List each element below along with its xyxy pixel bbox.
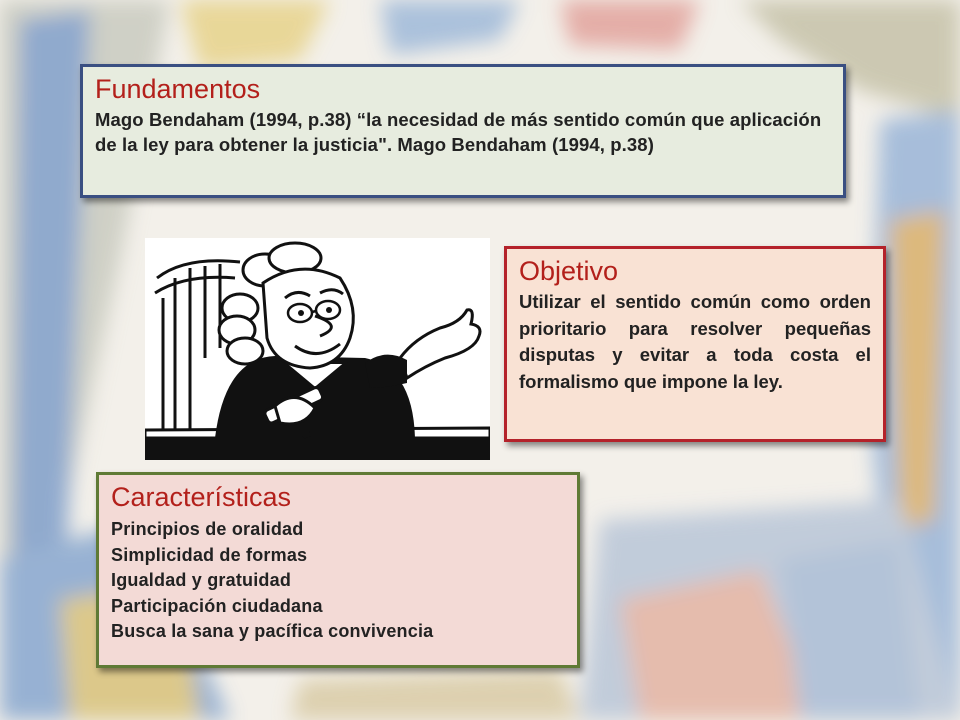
judge-cartoon-icon [145,238,490,460]
list-item: Simplicidad de formas [111,544,308,565]
caracteristicas-list [111,517,565,645]
list-item: Principios de oralidad [111,519,304,539]
objetivo-title: Objetivo [519,256,619,286]
fundamentos-title: Fundamentos [95,74,261,104]
fundamentos-text: Mago Bendaham (1994, p.38) “la necesidad de más sentido común que aplicación de la ley para obtener la justicia". Mago Bendaham (1994, p.38) [95,109,822,155]
caracteristicas-title: Características [111,482,292,512]
objetivo-box [504,246,886,442]
list-item: Participación ciudadana [111,595,323,616]
caracteristicas-box [96,472,580,668]
list-item: Igualdad y gratuidad [111,570,292,590]
fundamentos-box [80,64,846,198]
objetivo-text: Utilizar el sentido común como orden prioritario para resolver pequeñas disputas y evitar a toda costa el formalismo que impone la ley. [519,291,871,392]
list-item: Busca la sana y pacífica convivencia [111,621,434,641]
